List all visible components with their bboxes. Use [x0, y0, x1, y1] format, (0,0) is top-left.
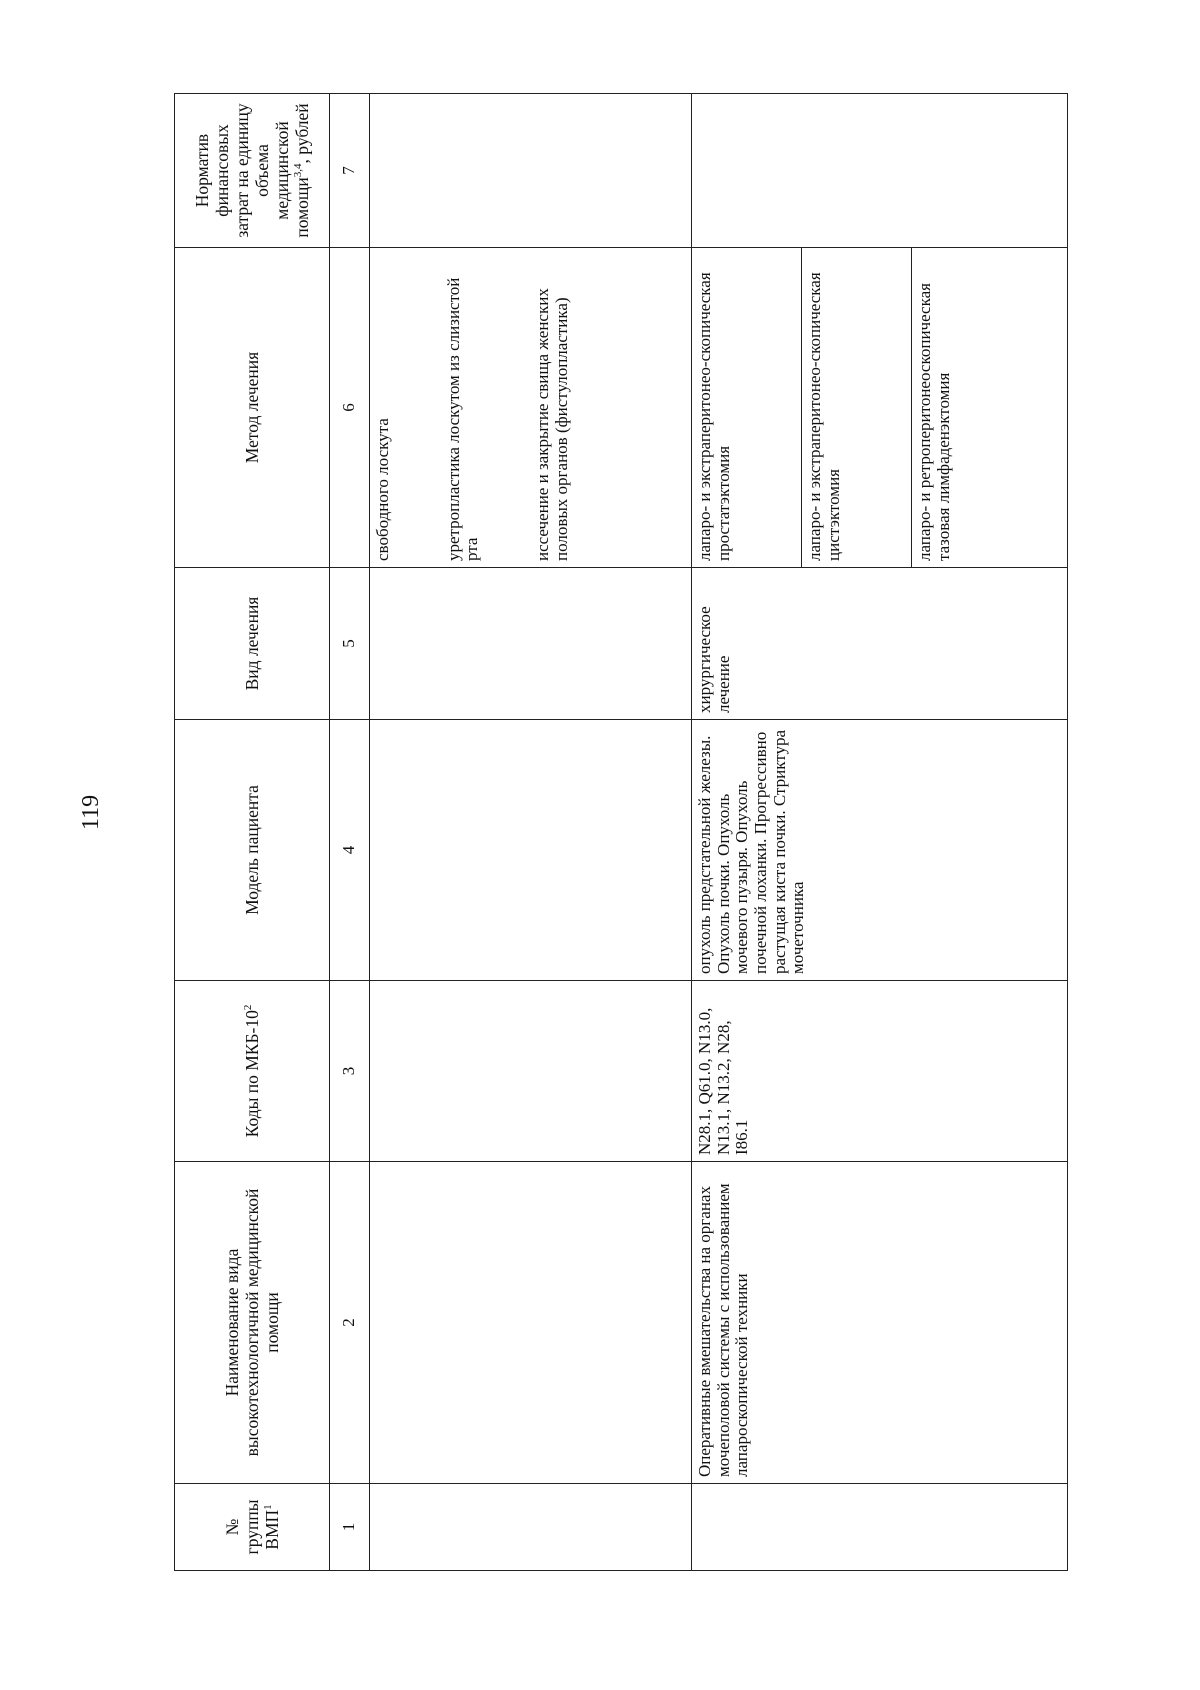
- column-number: 1: [330, 1484, 370, 1571]
- header-treatment-method: Метод лечения: [175, 248, 330, 568]
- icd-codes-cell: N28.1, Q61.0, N13.0, N13.1, N13.2, N28, I86.1: [692, 981, 1068, 1162]
- patient-model-cell: опухоль предстательной железы. Опухоль почки. Опухоль мочевого пузыря. Опухоль почечной лоханки. Прогрессивно растущая киста почки. Стриктура мочеточника: [692, 720, 1068, 981]
- column-number: 2: [330, 1162, 370, 1484]
- column-number: 6: [330, 248, 370, 568]
- empty-cell: [370, 981, 692, 1162]
- header-cost-standard: Норматив финансовых затрат на единицу объема медицинской помощи$^{3,4}$, рублей: [175, 94, 330, 248]
- column-number: 7: [330, 94, 370, 248]
- empty-cell: [370, 720, 692, 981]
- column-number-row: [330, 94, 370, 1571]
- group-row: [692, 94, 802, 1571]
- column-number: 4: [330, 720, 370, 981]
- method-fistuloplasty: иссечение и закрытие свища женских половых органов (фистулопластика): [533, 288, 571, 561]
- method-prostatectomy: лапаро- и экстраперитонео-скопическая простатэктомия: [692, 248, 802, 568]
- method-free-flap: свободного лоскута: [373, 418, 392, 561]
- header-care-type-name: Наименование вида высокотехнологичной медицинской помощи: [175, 1162, 330, 1484]
- empty-cell: [370, 1162, 692, 1484]
- empty-cell: [370, 94, 692, 248]
- header-patient-model: Модель пациента: [175, 720, 330, 981]
- continuation-row: [370, 94, 692, 1571]
- header-row: [175, 94, 330, 1571]
- rotated-table-container: [174, 94, 1067, 1571]
- continuation-methods-cell: [370, 248, 692, 568]
- empty-cell: [370, 568, 692, 720]
- method-lymphadenectomy: лапаро- и ретроперитонеоскопическая тазовая лимфаденэктомия: [912, 248, 1068, 568]
- treatment-type-cell: хирургическое лечение: [692, 568, 1068, 720]
- header-treatment-type: Вид лечения: [175, 568, 330, 720]
- page-number: 119: [78, 794, 104, 830]
- empty-cell: [370, 1484, 692, 1571]
- header-icd-codes: Коды по МКБ-$10^2$: [175, 981, 330, 1162]
- column-number: 5: [330, 568, 370, 720]
- header-group-number: № группы ВМП$^1$: [175, 1484, 330, 1571]
- vmp-table: [174, 93, 1068, 1571]
- method-urethroplasty: уретропластика лоскутом из слизистой рта: [443, 277, 482, 561]
- method-cystectomy: лапаро- и экстраперитонео-скопическая цистэктомия: [802, 248, 912, 568]
- group-number-cell: [692, 1484, 1068, 1571]
- care-type-name-cell: Оперативные вмешательства на органах мочеполовой системы с использованием лапароскопической техники: [692, 1162, 1068, 1484]
- cost-cell: [692, 94, 1068, 248]
- column-number: 3: [330, 981, 370, 1162]
